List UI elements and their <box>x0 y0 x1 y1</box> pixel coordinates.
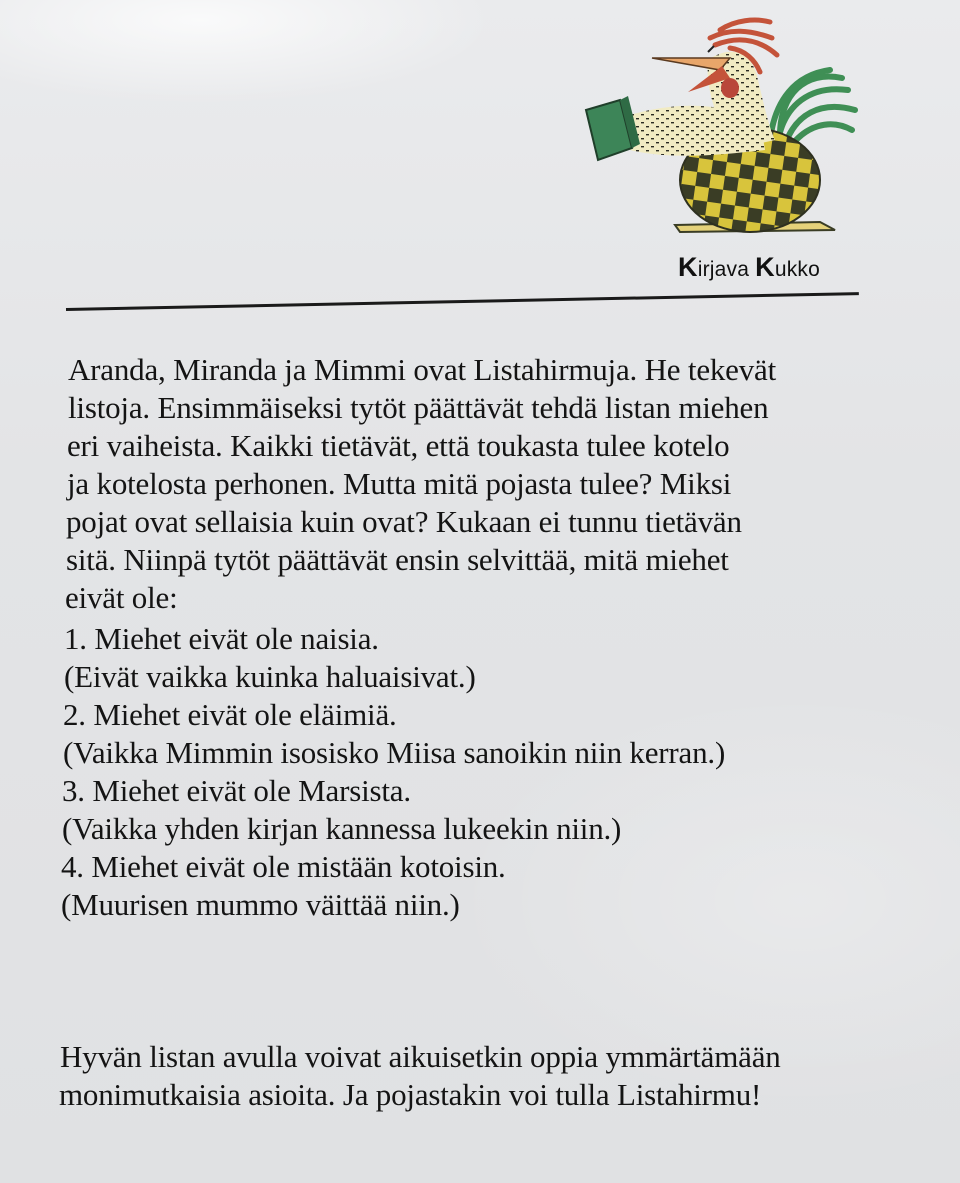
rooster-reading-book-icon <box>580 0 880 250</box>
intro-line: eivät ole: <box>65 580 178 615</box>
list-item-note: (Muurisen mummo väittää niin.) <box>61 887 460 922</box>
intro-line: sitä. Niinpä tytöt päättävät ensin selvittää, mitä miehet <box>66 542 729 577</box>
list-item-statement: 1. Miehet eivät ole naisia. <box>64 621 379 656</box>
intro-line: Aranda, Miranda ja Mimmi ovat Listahirmuja. He tekevät <box>68 352 777 387</box>
intro-line: eri vaiheista. Kaikki tietävät, että toukasta tulee kotelo <box>67 428 730 463</box>
intro-line: pojat ovat sellaisia kuin ovat? Kukaan ei tunnu tietävän <box>66 504 742 539</box>
publisher-logo <box>580 0 880 290</box>
list-item-note: (Vaikka yhden kirjan kannessa lukeekin niin.) <box>62 811 622 846</box>
publisher-name: Kirjava Kukko <box>678 252 821 282</box>
list-item-statement: 2. Miehet eivät ole eläimiä. <box>63 697 397 732</box>
intro-line: listoja. Ensimmäiseksi tytöt päättävät tehdä listan miehen <box>68 390 769 425</box>
list-item-note: (Eivät vaikka kuinka haluaisivat.) <box>64 659 476 694</box>
separator-rule <box>66 292 859 311</box>
intro-line: ja kotelosta perhonen. Mutta mitä pojasta tulee? Miksi <box>67 466 732 501</box>
list-item-statement: 3. Miehet eivät ole Marsista. <box>62 773 411 808</box>
list-item-note: (Vaikka Mimmin isosisko Miisa sanoikin niin kerran.) <box>63 735 726 770</box>
list-item-statement: 4. Miehet eivät ole mistään kotoisin. <box>61 849 506 884</box>
closing-line: monimutkaisia asioita. Ja pojastakin voi tulla Listahirmu! <box>59 1077 762 1112</box>
closing-line: Hyvän listan avulla voivat aikuisetkin oppia ymmärtämään <box>60 1039 781 1074</box>
